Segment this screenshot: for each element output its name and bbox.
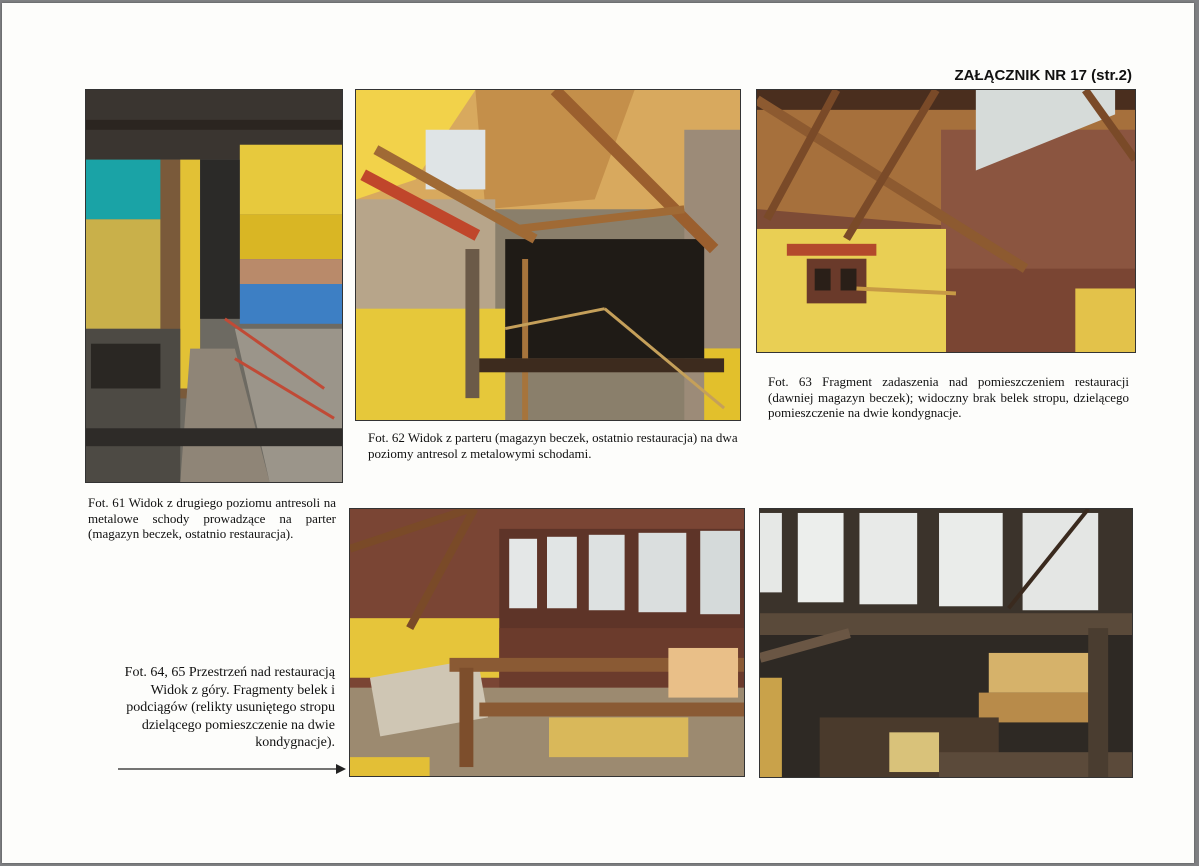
photo-63-roof bbox=[756, 89, 1136, 353]
photo-64-space-above bbox=[349, 508, 745, 777]
caption-photo-63: Fot. 63 Fragment zadaszenia nad pomieszczeniem restauracji (dawniej magazyn beczek); widoczny brak belek stropu, dzielącego pomieszczenie na dwie kondygnacje. bbox=[768, 374, 1129, 420]
caption-photo-62: Fot. 62 Widok z parteru (magazyn beczek, ostatnio restauracja) na dwa poziomy antresol z metalowymi schodami. bbox=[368, 430, 738, 461]
caption-photo-61: Fot. 61 Widok z drugiego poziomu antresoli na metalowe schody prowadzące na parter (magazyn beczek, ostatnio restauracja). bbox=[88, 495, 336, 541]
photo-62-mezzanines bbox=[355, 89, 741, 421]
photo-65-view-from-above bbox=[759, 508, 1133, 778]
document-page bbox=[2, 3, 1194, 863]
annex-title: ZAŁĄCZNIK NR 17 (str.2) bbox=[954, 67, 1132, 84]
arrow-pointer-icon bbox=[118, 762, 346, 776]
photo-61-stairs bbox=[85, 89, 343, 483]
caption-photo-64-65: Fot. 64, 65 Przestrzeń nad restauracją Widok z góry. Fragmenty belek i podciągów (relikty usuniętego stropu dzielącego pomieszczenie na dwie kondygnacje). bbox=[124, 665, 335, 750]
